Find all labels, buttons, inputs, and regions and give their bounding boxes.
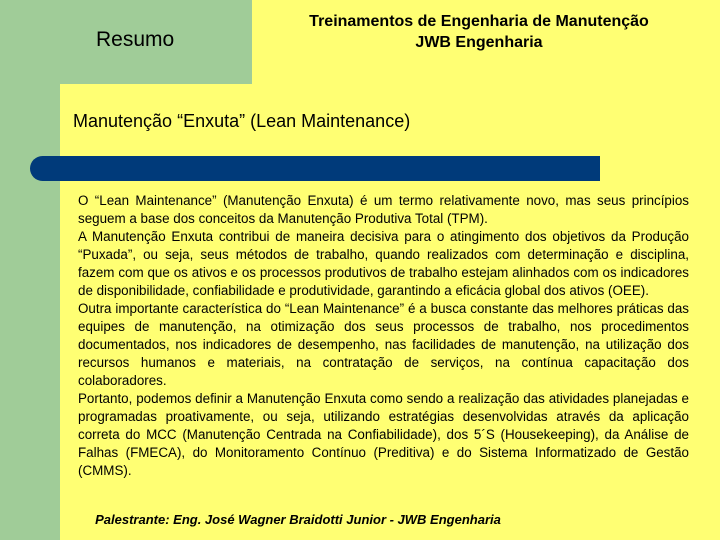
body-paragraph: Portanto, podemos definir a Manutenção Enxuta como sendo a realização das atividades planejadas e programadas proativamente, ou seja, utilizando estratégias desenvolvidas através da aplicação correta do MCC (Manutenção Centrada na Confiabilidade), dos 5´S (Housekeeping), da Análise de Falhas (FMECA), do Monitoramento Contínuo (Preditiva) e do Sistema Informatizado de Gestão (CMMS).: [78, 391, 689, 478]
footer-credit: Palestrante: Eng. José Wagner Braidotti Junior - JWB Engenharia: [95, 512, 501, 527]
slide-header: [262, 11, 696, 53]
sidebar-label: Resumo: [96, 28, 175, 51]
section-divider-bar: [30, 156, 600, 181]
body-paragraph: A Manutenção Enxuta contribui de maneira decisiva para o atingimento dos objetivos da Produção “Puxada”, ou seja, seus métodos de trabalho, quando realizados com determinação e disciplina, fazem com que os ativos e os processos produtivos de trabalho estejam alinhados com os indicadores de disponibilidade, confiabilidade e produtividade, garantindo a eficácia global dos ativos (OEE).: [78, 229, 689, 298]
body-paragraph: O “Lean Maintenance” (Manutenção Enxuta) é um termo relativamente novo, mas seus princípios seguem a base dos conceitos da Manutenção Produtiva Total (TPM).: [78, 193, 689, 226]
header-title: Treinamentos de Engenharia de Manutenção: [309, 13, 649, 30]
header-subtitle: JWB Engenharia: [415, 34, 543, 51]
body-text: [78, 192, 689, 480]
body-paragraph: Outra importante característica do “Lean Maintenance” é a busca constante das melhores práticas das equipes de manutenção, na otimização dos seus processos de trabalho, nos procedimentos documentados, nos indicadores de desempenho, nas facilidades de manutenção, na utilização dos recursos humanos e materiais, na contratação de serviços, na contínua capacitação dos colaboradores.: [78, 301, 689, 388]
section-title: Manutenção “Enxuta” (Lean Maintenance): [73, 111, 411, 131]
